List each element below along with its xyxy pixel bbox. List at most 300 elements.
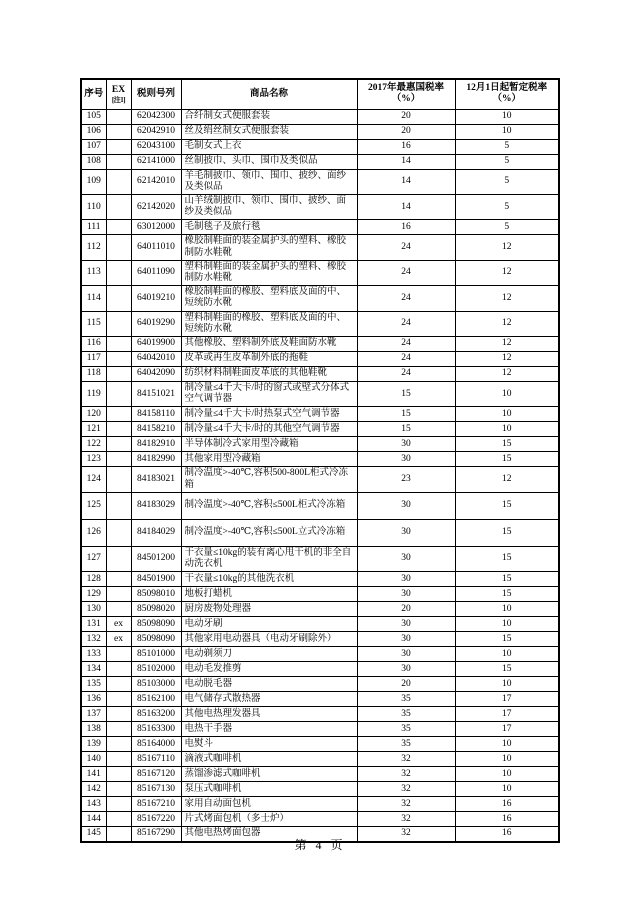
- row-ex-cell: ex: [106, 632, 131, 647]
- row-provisional-rate-cell: 15: [455, 587, 559, 602]
- row-tariff-code-cell: 62043100: [131, 139, 181, 154]
- row-tariff-code-cell: 84182910: [131, 437, 181, 452]
- header-product-name-label: 商品名称: [249, 88, 288, 99]
- row-index-cell: 134: [81, 662, 106, 677]
- row-product-name-cell: 片式烤面包机（多士炉）: [181, 812, 357, 827]
- row-tariff-code-cell: 64019900: [131, 336, 181, 351]
- row-mfn-rate-cell: 32: [357, 797, 455, 812]
- table-row: [81, 546, 559, 571]
- header-mfn-rate: [357, 79, 455, 109]
- row-provisional-rate-cell: 15: [455, 546, 559, 571]
- row-index-cell: 118: [81, 366, 106, 381]
- row-provisional-rate-cell: 10: [455, 782, 559, 797]
- row-ex-cell: [106, 572, 131, 587]
- row-ex-cell: [106, 602, 131, 617]
- table-row: [81, 692, 559, 707]
- row-ex-cell: [106, 797, 131, 812]
- row-index-cell: 128: [81, 572, 106, 587]
- row-ex-cell: [106, 286, 131, 311]
- row-index-cell: 137: [81, 707, 106, 722]
- row-ex-cell: [106, 812, 131, 827]
- row-mfn-rate-cell: 23: [357, 467, 455, 492]
- table-row: [81, 169, 559, 194]
- row-mfn-rate-cell: 35: [357, 692, 455, 707]
- row-mfn-rate-cell: 30: [357, 546, 455, 571]
- row-product-name-cell: 半导体制冷式家用型冷藏箱: [181, 437, 357, 452]
- table-row: [81, 336, 559, 351]
- row-tariff-code-cell: 85163300: [131, 722, 181, 737]
- row-index-cell: 114: [81, 286, 106, 311]
- row-tariff-code-cell: 85167290: [131, 827, 181, 842]
- row-product-name-cell: 电动毛发推剪: [181, 662, 357, 677]
- row-ex-cell: [106, 587, 131, 602]
- row-mfn-rate-cell: 30: [357, 632, 455, 647]
- row-product-name-cell: 泵压式咖啡机: [181, 782, 357, 797]
- table-row: [81, 407, 559, 422]
- row-tariff-code-cell: 63012000: [131, 220, 181, 235]
- row-product-name-cell: 电气储存式散热器: [181, 692, 357, 707]
- row-index-cell: 142: [81, 782, 106, 797]
- row-index-cell: 122: [81, 437, 106, 452]
- row-mfn-rate-cell: 24: [357, 336, 455, 351]
- row-provisional-rate-cell: 10: [455, 677, 559, 692]
- header-prov-line2: （%）: [492, 94, 521, 105]
- row-ex-cell: [106, 311, 131, 336]
- row-provisional-rate-cell: 10: [455, 617, 559, 632]
- row-provisional-rate-cell: 16: [455, 827, 559, 842]
- row-product-name-cell: 电热干手器: [181, 722, 357, 737]
- row-provisional-rate-cell: 12: [455, 351, 559, 366]
- row-provisional-rate-cell: 10: [455, 737, 559, 752]
- row-ex-cell: ex: [106, 617, 131, 632]
- row-product-name-cell: 地板打蜡机: [181, 587, 357, 602]
- row-tariff-code-cell: 85163200: [131, 707, 181, 722]
- table-row: [81, 752, 559, 767]
- row-tariff-code-cell: 85164000: [131, 737, 181, 752]
- row-ex-cell: [106, 692, 131, 707]
- row-mfn-rate-cell: 30: [357, 572, 455, 587]
- row-index-cell: 131: [81, 617, 106, 632]
- header-mfn-line1: 2017年最惠国税率: [367, 83, 444, 94]
- row-product-name-cell: 其他电热烤面包器: [181, 827, 357, 842]
- row-index-cell: 116: [81, 336, 106, 351]
- row-tariff-code-cell: 64011010: [131, 235, 181, 260]
- row-mfn-rate-cell: 32: [357, 782, 455, 797]
- row-tariff-code-cell: 84501900: [131, 572, 181, 587]
- row-ex-cell: [106, 492, 131, 519]
- row-product-name-cell: 山羊绒制披巾、领巾、围巾、披纱、面纱及类似品: [181, 194, 357, 219]
- row-index-cell: 112: [81, 235, 106, 260]
- row-mfn-rate-cell: 30: [357, 492, 455, 519]
- row-mfn-rate-cell: 32: [357, 767, 455, 782]
- row-index-cell: 106: [81, 124, 106, 139]
- row-mfn-rate-cell: 24: [357, 235, 455, 260]
- row-ex-cell: [106, 662, 131, 677]
- row-mfn-rate-cell: 24: [357, 311, 455, 336]
- row-product-name-cell: 电熨斗: [181, 737, 357, 752]
- row-provisional-rate-cell: 10: [455, 422, 559, 437]
- row-index-cell: 130: [81, 602, 106, 617]
- row-provisional-rate-cell: 16: [455, 812, 559, 827]
- row-provisional-rate-cell: 15: [455, 437, 559, 452]
- row-mfn-rate-cell: 15: [357, 407, 455, 422]
- row-product-name-cell: 其他电热理发器具: [181, 707, 357, 722]
- row-product-name-cell: 电动剃须刀: [181, 647, 357, 662]
- row-provisional-rate-cell: 10: [455, 407, 559, 422]
- table-row: [81, 154, 559, 169]
- row-tariff-code-cell: 85098020: [131, 602, 181, 617]
- row-index-cell: 133: [81, 647, 106, 662]
- row-tariff-code-cell: 85167130: [131, 782, 181, 797]
- row-mfn-rate-cell: 30: [357, 647, 455, 662]
- row-mfn-rate-cell: 24: [357, 260, 455, 285]
- header-provisional-rate: [455, 79, 559, 109]
- row-tariff-code-cell: 85167120: [131, 767, 181, 782]
- row-tariff-code-cell: 85167210: [131, 797, 181, 812]
- row-tariff-code-cell: 84158210: [131, 422, 181, 437]
- row-provisional-rate-cell: 10: [455, 647, 559, 662]
- table-row: [81, 452, 559, 467]
- header-tariff-code: [131, 79, 181, 109]
- table-row: [81, 351, 559, 366]
- row-ex-cell: [106, 139, 131, 154]
- header-index: [81, 79, 106, 109]
- row-product-name-cell: 橡胶制鞋面的装金属护头的塑料、橡胶制防水鞋靴: [181, 235, 357, 260]
- table-row: [81, 381, 559, 406]
- row-ex-cell: [106, 782, 131, 797]
- row-ex-cell: [106, 407, 131, 422]
- row-index-cell: 129: [81, 587, 106, 602]
- row-ex-cell: [106, 737, 131, 752]
- row-mfn-rate-cell: 30: [357, 437, 455, 452]
- row-product-name-cell: 其他橡胶、塑料制外底及鞋面防水靴: [181, 336, 357, 351]
- row-provisional-rate-cell: 5: [455, 194, 559, 219]
- row-product-name-cell: 滴液式咖啡机: [181, 752, 357, 767]
- row-provisional-rate-cell: 16: [455, 797, 559, 812]
- row-ex-cell: [106, 437, 131, 452]
- row-provisional-rate-cell: 12: [455, 286, 559, 311]
- row-product-name-cell: 丝制披巾、头巾、围巾及类似品: [181, 154, 357, 169]
- row-mfn-rate-cell: 30: [357, 617, 455, 632]
- row-provisional-rate-cell: 15: [455, 632, 559, 647]
- row-mfn-rate-cell: 35: [357, 722, 455, 737]
- row-index-cell: 113: [81, 260, 106, 285]
- row-ex-cell: [106, 707, 131, 722]
- row-tariff-code-cell: 84501200: [131, 546, 181, 571]
- row-ex-cell: [106, 752, 131, 767]
- row-provisional-rate-cell: 10: [455, 752, 559, 767]
- row-mfn-rate-cell: 14: [357, 154, 455, 169]
- row-product-name-cell: 电动脱毛器: [181, 677, 357, 692]
- row-mfn-rate-cell: 15: [357, 381, 455, 406]
- row-tariff-code-cell: 85103000: [131, 677, 181, 692]
- row-index-cell: 124: [81, 467, 106, 492]
- row-index-cell: 120: [81, 407, 106, 422]
- row-tariff-code-cell: 85102000: [131, 662, 181, 677]
- table-row: [81, 782, 559, 797]
- row-index-cell: 127: [81, 546, 106, 571]
- table-row: [81, 220, 559, 235]
- row-ex-cell: [106, 154, 131, 169]
- row-tariff-code-cell: 85098010: [131, 587, 181, 602]
- row-product-name-cell: 皮革或再生皮革制外底的拖鞋: [181, 351, 357, 366]
- row-tariff-code-cell: 62042910: [131, 124, 181, 139]
- row-tariff-code-cell: 62142020: [131, 194, 181, 219]
- row-provisional-rate-cell: 10: [455, 124, 559, 139]
- table-row: [81, 139, 559, 154]
- row-tariff-code-cell: 62142010: [131, 169, 181, 194]
- row-provisional-rate-cell: 15: [455, 662, 559, 677]
- row-tariff-code-cell: 84183029: [131, 492, 181, 519]
- row-product-name-cell: 塑料制鞋面的橡胶、塑料底及面的中、短统防水靴: [181, 311, 357, 336]
- row-index-cell: 136: [81, 692, 106, 707]
- table-row: [81, 422, 559, 437]
- row-provisional-rate-cell: 17: [455, 692, 559, 707]
- header-product-name: [181, 79, 357, 109]
- row-mfn-rate-cell: 16: [357, 139, 455, 154]
- table-row: [81, 519, 559, 546]
- row-index-cell: 139: [81, 737, 106, 752]
- table-row: [81, 707, 559, 722]
- page-number: 第 4 页: [294, 838, 346, 852]
- row-product-name-cell: 丝及绢丝制女式便服套装: [181, 124, 357, 139]
- table-row: [81, 812, 559, 827]
- row-index-cell: 109: [81, 169, 106, 194]
- row-index-cell: 115: [81, 311, 106, 336]
- row-provisional-rate-cell: 10: [455, 381, 559, 406]
- row-ex-cell: [106, 336, 131, 351]
- header-ex-line1: EX: [111, 84, 126, 95]
- row-ex-cell: [106, 220, 131, 235]
- row-product-name-cell: 塑料制鞋面的装金属护头的塑料、橡胶制防水鞋靴: [181, 260, 357, 285]
- row-ex-cell: [106, 519, 131, 546]
- row-ex-cell: [106, 546, 131, 571]
- row-tariff-code-cell: 64019210: [131, 286, 181, 311]
- row-tariff-code-cell: 85167110: [131, 752, 181, 767]
- row-ex-cell: [106, 467, 131, 492]
- table-row: [81, 235, 559, 260]
- row-provisional-rate-cell: 15: [455, 492, 559, 519]
- row-index-cell: 110: [81, 194, 106, 219]
- row-mfn-rate-cell: 20: [357, 602, 455, 617]
- table-row: [81, 647, 559, 662]
- table-row: [81, 260, 559, 285]
- row-product-name-cell: 制冷量≤4千大卡/时热泵式空气调节器: [181, 407, 357, 422]
- row-product-name-cell: 蒸馏渗滤式咖啡机: [181, 767, 357, 782]
- row-mfn-rate-cell: 24: [357, 366, 455, 381]
- row-tariff-code-cell: 62042300: [131, 109, 181, 124]
- table-row: [81, 311, 559, 336]
- row-index-cell: 117: [81, 351, 106, 366]
- row-product-name-cell: 干衣量≤10kg的其他洗衣机: [181, 572, 357, 587]
- row-tariff-code-cell: 64042010: [131, 351, 181, 366]
- row-product-name-cell: 厨房废物处理器: [181, 602, 357, 617]
- row-ex-cell: [106, 194, 131, 219]
- tariff-table-body: [81, 109, 559, 842]
- row-mfn-rate-cell: 20: [357, 677, 455, 692]
- row-index-cell: 108: [81, 154, 106, 169]
- row-product-name-cell: 制冷温度>-40℃,容积500-800L柜式冷冻箱: [181, 467, 357, 492]
- row-ex-cell: [106, 381, 131, 406]
- row-provisional-rate-cell: 10: [455, 602, 559, 617]
- row-provisional-rate-cell: 12: [455, 467, 559, 492]
- header-mfn-line2: （%）: [391, 94, 421, 105]
- row-mfn-rate-cell: 24: [357, 286, 455, 311]
- row-product-name-cell: 干衣量≤10kg的装有离心甩干机的非全自动洗衣机: [181, 546, 357, 571]
- row-mfn-rate-cell: 14: [357, 194, 455, 219]
- table-row: [81, 767, 559, 782]
- row-index-cell: 125: [81, 492, 106, 519]
- table-row: [81, 737, 559, 752]
- row-ex-cell: [106, 647, 131, 662]
- row-mfn-rate-cell: 35: [357, 707, 455, 722]
- row-mfn-rate-cell: 30: [357, 452, 455, 467]
- row-provisional-rate-cell: 12: [455, 311, 559, 336]
- row-provisional-rate-cell: 12: [455, 235, 559, 260]
- table-row: [81, 797, 559, 812]
- row-tariff-code-cell: 85162100: [131, 692, 181, 707]
- row-ex-cell: [106, 422, 131, 437]
- row-index-cell: 144: [81, 812, 106, 827]
- table-row: [81, 124, 559, 139]
- table-row: [81, 492, 559, 519]
- row-product-name-cell: 合纤制女式便服套装: [181, 109, 357, 124]
- table-row: [81, 632, 559, 647]
- row-index-cell: 111: [81, 220, 106, 235]
- row-provisional-rate-cell: 12: [455, 260, 559, 285]
- row-mfn-rate-cell: 20: [357, 124, 455, 139]
- row-product-name-cell: 制冷量≤4千大卡/时的其他空气调节器: [181, 422, 357, 437]
- row-tariff-code-cell: 85167220: [131, 812, 181, 827]
- row-product-name-cell: 毛制女式上衣: [181, 139, 357, 154]
- tariff-rate-table: [80, 78, 560, 843]
- row-ex-cell: [106, 722, 131, 737]
- row-index-cell: 132: [81, 632, 106, 647]
- row-tariff-code-cell: 62141000: [131, 154, 181, 169]
- row-mfn-rate-cell: 15: [357, 422, 455, 437]
- row-tariff-code-cell: 85098090: [131, 632, 181, 647]
- row-provisional-rate-cell: 15: [455, 572, 559, 587]
- row-provisional-rate-cell: 12: [455, 336, 559, 351]
- row-tariff-code-cell: 84183021: [131, 467, 181, 492]
- row-mfn-rate-cell: 30: [357, 587, 455, 602]
- row-ex-cell: [106, 767, 131, 782]
- row-mfn-rate-cell: 14: [357, 169, 455, 194]
- row-index-cell: 143: [81, 797, 106, 812]
- row-index-cell: 105: [81, 109, 106, 124]
- table-row: [81, 366, 559, 381]
- row-mfn-rate-cell: 24: [357, 351, 455, 366]
- table-row: [81, 109, 559, 124]
- header-ex-line2: [注1]: [111, 95, 126, 104]
- header-ex: [106, 79, 131, 109]
- table-row: [81, 662, 559, 677]
- row-ex-cell: [106, 124, 131, 139]
- row-ex-cell: [106, 351, 131, 366]
- table-row: [81, 194, 559, 219]
- row-tariff-code-cell: 85098090: [131, 617, 181, 632]
- row-product-name-cell: 橡胶制鞋面的橡胶、塑料底及面的中、短统防水靴: [181, 286, 357, 311]
- row-index-cell: 126: [81, 519, 106, 546]
- table-row: [81, 467, 559, 492]
- row-product-name-cell: 电动牙刷: [181, 617, 357, 632]
- row-index-cell: 123: [81, 452, 106, 467]
- row-tariff-code-cell: 84158110: [131, 407, 181, 422]
- row-product-name-cell: 毛制毯子及旅行毯: [181, 220, 357, 235]
- row-ex-cell: [106, 260, 131, 285]
- row-ex-cell: [106, 109, 131, 124]
- row-provisional-rate-cell: 10: [455, 767, 559, 782]
- row-mfn-rate-cell: 35: [357, 737, 455, 752]
- row-mfn-rate-cell: 32: [357, 812, 455, 827]
- row-index-cell: 141: [81, 767, 106, 782]
- row-index-cell: 107: [81, 139, 106, 154]
- row-tariff-code-cell: 64042090: [131, 366, 181, 381]
- row-ex-cell: [106, 366, 131, 381]
- row-provisional-rate-cell: 5: [455, 220, 559, 235]
- row-ex-cell: [106, 452, 131, 467]
- row-tariff-code-cell: 64019290: [131, 311, 181, 336]
- header-index-label: 序号: [84, 88, 104, 99]
- row-product-name-cell: 羊毛制披巾、领巾、围巾、披纱、面纱及类似品: [181, 169, 357, 194]
- table-row: [81, 572, 559, 587]
- row-provisional-rate-cell: 17: [455, 722, 559, 737]
- row-mfn-rate-cell: 16: [357, 220, 455, 235]
- table-row: [81, 677, 559, 692]
- row-mfn-rate-cell: 32: [357, 827, 455, 842]
- row-provisional-rate-cell: 5: [455, 139, 559, 154]
- row-ex-cell: [106, 235, 131, 260]
- row-provisional-rate-cell: 17: [455, 707, 559, 722]
- row-product-name-cell: 纺织材料制鞋面皮革底的其他鞋靴: [181, 366, 357, 381]
- table-header-row: [81, 79, 559, 109]
- row-product-name-cell: 其他家用电动器具（电动牙刷除外）: [181, 632, 357, 647]
- row-index-cell: 119: [81, 381, 106, 406]
- row-tariff-code-cell: 84182990: [131, 452, 181, 467]
- row-mfn-rate-cell: 32: [357, 752, 455, 767]
- row-provisional-rate-cell: 5: [455, 154, 559, 169]
- row-product-name-cell: 其他家用型冷藏箱: [181, 452, 357, 467]
- header-prov-line1: 12月1日起暂定税率: [466, 83, 548, 94]
- table-row: [81, 617, 559, 632]
- row-ex-cell: [106, 169, 131, 194]
- row-tariff-code-cell: 85101000: [131, 647, 181, 662]
- row-product-name-cell: 制冷温度>-40℃,容积≤500L柜式冷冻箱: [181, 492, 357, 519]
- row-tariff-code-cell: 64011090: [131, 260, 181, 285]
- row-index-cell: 121: [81, 422, 106, 437]
- row-product-name-cell: 制冷量≤4千大卡/时的窗式或壁式分体式空气调节器: [181, 381, 357, 406]
- row-index-cell: 140: [81, 752, 106, 767]
- row-ex-cell: [106, 677, 131, 692]
- table-row: [81, 437, 559, 452]
- table-row: [81, 587, 559, 602]
- row-mfn-rate-cell: 20: [357, 109, 455, 124]
- table-row: [81, 722, 559, 737]
- table-row: [81, 602, 559, 617]
- header-tariff-code-label: 税则号列: [136, 88, 175, 99]
- row-provisional-rate-cell: 10: [455, 109, 559, 124]
- row-index-cell: 145: [81, 827, 106, 842]
- row-index-cell: 138: [81, 722, 106, 737]
- row-provisional-rate-cell: 15: [455, 452, 559, 467]
- row-tariff-code-cell: 84151021: [131, 381, 181, 406]
- table-row: [81, 286, 559, 311]
- row-index-cell: 135: [81, 677, 106, 692]
- row-mfn-rate-cell: 30: [357, 519, 455, 546]
- row-product-name-cell: 家用自动面包机: [181, 797, 357, 812]
- row-provisional-rate-cell: 15: [455, 519, 559, 546]
- row-product-name-cell: 制冷温度>-40℃,容积≤500L立式冷冻箱: [181, 519, 357, 546]
